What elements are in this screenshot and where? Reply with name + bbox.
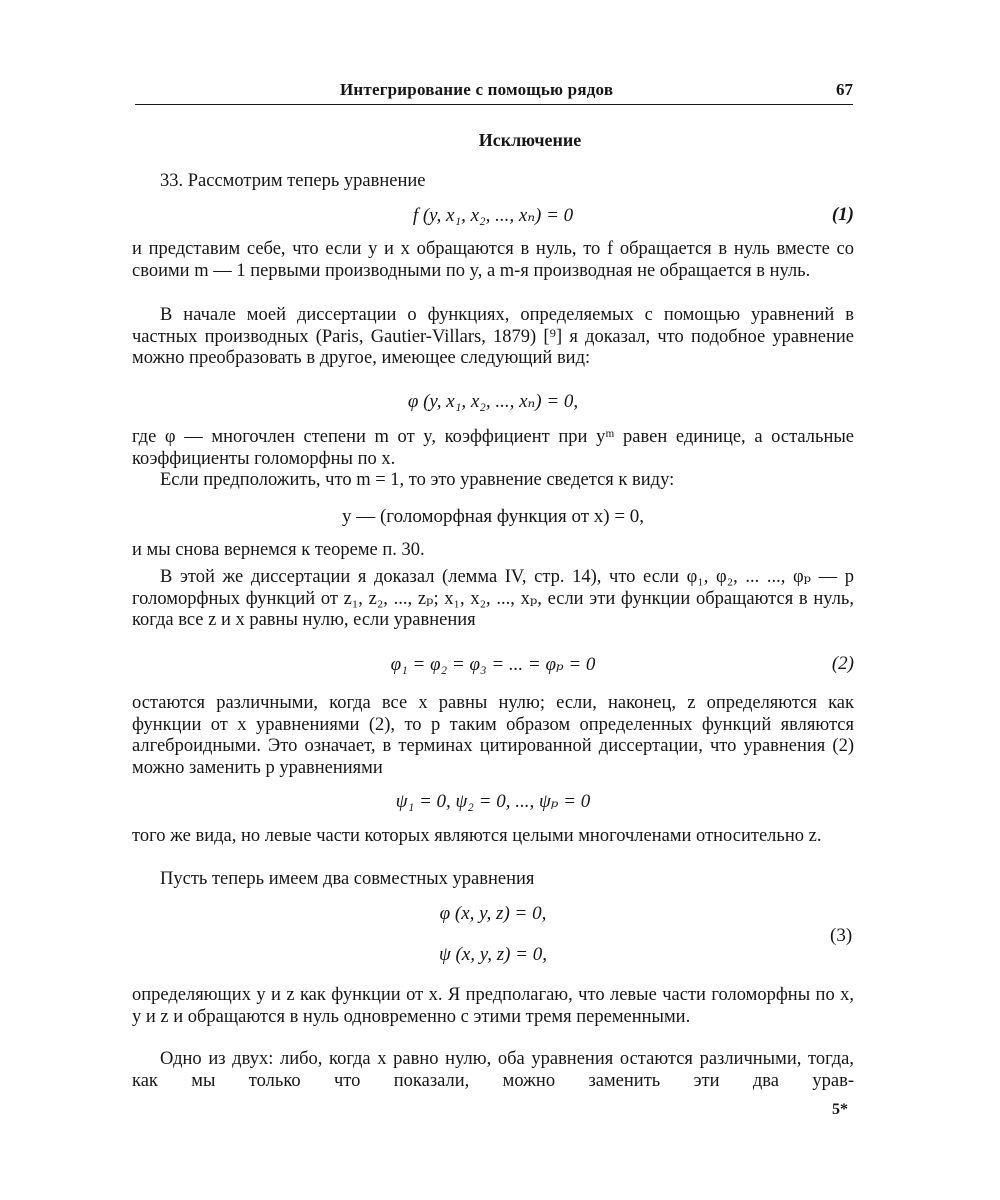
equation-1-body: f (y, x₁, x₂, ..., xₙ) = 0	[412, 205, 574, 226]
equation-3a	[132, 903, 854, 925]
equation-3b-body: ψ (x, y, z) = 0,	[439, 944, 547, 965]
section-title: Исключение	[478, 130, 582, 150]
paragraph-theorem-30: и мы снова вернемся к теореме п. 30.	[132, 540, 425, 560]
equation-2	[132, 653, 854, 676]
paragraph-one-of-two: Одно из двух: либо, когда x равно нулю, оба уравнения остаются различными, тогда, как мы только что показали, можно заменить эти два урав-	[132, 1049, 854, 1091]
equation-3-number: (3)	[830, 925, 853, 946]
equation-2-number: (2)	[831, 653, 854, 674]
equation-holomorphic-body: y — (голоморфная функция от x) = 0,	[341, 506, 645, 527]
paragraph-polynomial: где φ — многочлен степени m от y, коэффициент при yᵐ равен единице, а остальные коэффициенты голоморфны по x.	[132, 427, 854, 469]
paragraph-m-equals-1: Если предположить, что m = 1, то это уравнение сведется к виду:	[160, 470, 675, 490]
paragraph-two-equations: Пусть теперь имеем два совместных уравнения	[160, 869, 535, 889]
equation-2-body: φ₁ = φ₂ = φ₃ = ... = φₚ = 0	[390, 654, 596, 675]
equation-psi	[132, 790, 854, 813]
paragraph-33-intro: 33. Рассмотрим теперь уравнение	[160, 171, 426, 191]
running-title: Интегрирование с помощью рядов	[340, 80, 614, 99]
equation-3a-body: φ (x, y, z) = 0,	[439, 903, 547, 924]
running-header	[135, 76, 853, 105]
paragraph-lemma-iv: В этой же диссертации я доказал (лемма IV, стр. 14), что если φ₁, φ₂, ... ..., φₚ — p голоморфных функций от z₁, z₂, ..., zₚ; x₁, x₂, ..., xₚ, если эти функции обращаются в нуль, когда все z и x равны нулю, если уравнения	[132, 567, 854, 630]
page-number: 67	[836, 80, 853, 99]
equation-phi	[132, 390, 854, 413]
equation-holomorphic	[132, 506, 854, 528]
paragraph-condition: и представим себе, что если y и x обращаются в нуль, то f обращается в нуль вместе со своими m — 1 первыми производными по y, а m-я производная не обращается в нуль.	[132, 239, 854, 281]
equation-3b	[132, 944, 854, 966]
equation-phi-body: φ (y, x₁, x₂, ..., xₙ) = 0,	[407, 391, 579, 412]
paragraph-algebroid: остаются различными, когда все x равны нулю; если, наконец, z определяются как функции от x уравнениями (2), то p таким образом определенных функций являются алгеброидными. Это означает, в терминах цитированной диссертации, что уравнения (2) можно заменить p уравнениями	[132, 693, 854, 778]
paragraph-polynomials-z: того же вида, но левые части которых являются целыми многочленами относительно z.	[132, 826, 822, 846]
equation-1-number: (1)	[831, 204, 854, 225]
signature-mark: 5*	[832, 1101, 848, 1118]
equation-psi-body: ψ₁ = 0, ψ₂ = 0, ..., ψₚ = 0	[395, 791, 591, 812]
paragraph-dissertation: В начале моей диссертации о функциях, определяемых с помощью уравнений в частных производных (Paris, Gautier-Villars, 1879) [⁹] я доказал, что подобное уравнение можно преобразовать в другое, имеющее следующий вид:	[132, 305, 854, 368]
paragraph-defining-y-z: определяющих y и z как функции от x. Я предполагаю, что левые части голоморфны по x, y и z и обращаются в нуль одновременно с этими тремя переменными.	[132, 985, 854, 1027]
equation-1	[132, 204, 854, 227]
